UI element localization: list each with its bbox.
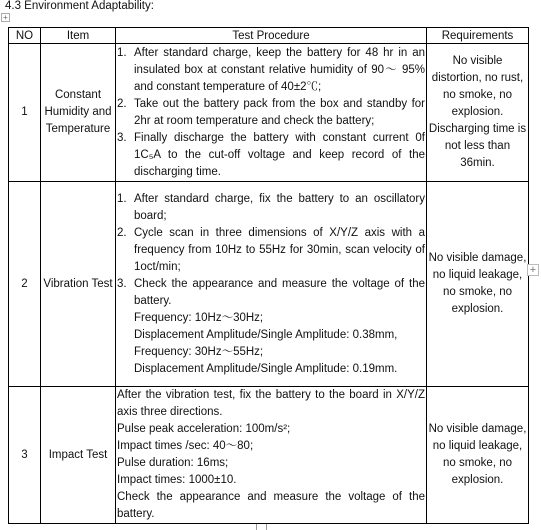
table-row <box>9 182 529 387</box>
row-requirement: No visible distortion, no rust, no smoke, no explosion. Discharging time is not less than 36min. <box>427 44 529 182</box>
procedure-line: Check the appearance and measure the voltage of the battery. <box>117 491 425 520</box>
ruler-mark <box>266 524 267 530</box>
row-item: Impact Test <box>41 387 116 524</box>
procedure-step: 1. After standard charge, keep the battery for 48 hr in an insulated box at constant relative humidity of 90～ 95% and constant temperature of 40±2℃; <box>117 46 425 93</box>
procedure-line: Pulse peak acceleration: 100m/s²; <box>117 423 291 435</box>
plus-icon[interactable]: + <box>527 264 539 276</box>
procedure-step: 3. Finally discharge the battery with constant current 0f 1C₅A to the cut-off voltage and keep record of the discharging time. <box>117 131 425 178</box>
table-row <box>9 387 529 524</box>
procedure-line: After the vibration test, fix the battery to the board in X/Y/Z axis three directions. <box>117 389 425 418</box>
table-row <box>9 44 529 182</box>
row-procedure <box>116 182 427 387</box>
header-requirements: Requirements <box>427 28 529 44</box>
row-procedure <box>116 44 427 182</box>
section-heading: 4.3 Environment Adaptability: <box>5 0 154 12</box>
table-header-row <box>9 28 529 44</box>
row-no: 2 <box>9 182 41 387</box>
row-no: 1 <box>9 44 41 182</box>
procedure-line: Impact times: 1000±10. <box>117 474 237 486</box>
procedure-line: Pulse duration: 16ms; <box>117 457 229 469</box>
procedure-subline: Frequency: 10Hz～30Hz; <box>134 311 264 324</box>
environment-table <box>8 27 529 524</box>
procedure-step: 2. Cycle scan in three dimensions of X/Y/Z axis with a frequency from 10Hz to 55Hz for 30min, scan velocity of 1oct/min; <box>117 226 425 273</box>
row-no: 3 <box>9 387 41 524</box>
procedure-subline: Displacement Amplitude/Single Amplitude: 0.38mm, <box>134 328 398 341</box>
row-item: Constant Humidity and Temperature <box>41 44 116 182</box>
procedure-step: 1. After standard charge, fix the battery to an oscillatory board; <box>117 192 425 222</box>
ruler-mark <box>256 524 257 530</box>
procedure-step: 3. Check the appearance and measure the voltage of the battery. <box>117 277 425 307</box>
procedure-step: 2. Take out the battery pack from the box and standby for 2hr at room temperature and check the battery; <box>117 97 425 127</box>
procedure-subline: Displacement Amplitude/Single Amplitude: 0.19mm. <box>134 362 398 375</box>
procedure-line: Impact times /sec: 40～80; <box>117 440 254 452</box>
row-requirement: No visible damage, no liquid leakage, no smoke, no explosion. <box>427 182 529 387</box>
procedure-subline: Frequency: 30Hz～55Hz; <box>134 345 264 358</box>
row-procedure <box>116 387 427 524</box>
header-no: NO <box>9 28 41 44</box>
move-handle-icon[interactable]: + <box>1 13 10 22</box>
row-item: Vibration Test <box>41 182 116 387</box>
row-requirement: No visible damage, no liquid leakage, no smoke, no explosion. <box>427 387 529 524</box>
header-item: Item <box>41 28 116 44</box>
header-procedure: Test Procedure <box>116 28 427 44</box>
